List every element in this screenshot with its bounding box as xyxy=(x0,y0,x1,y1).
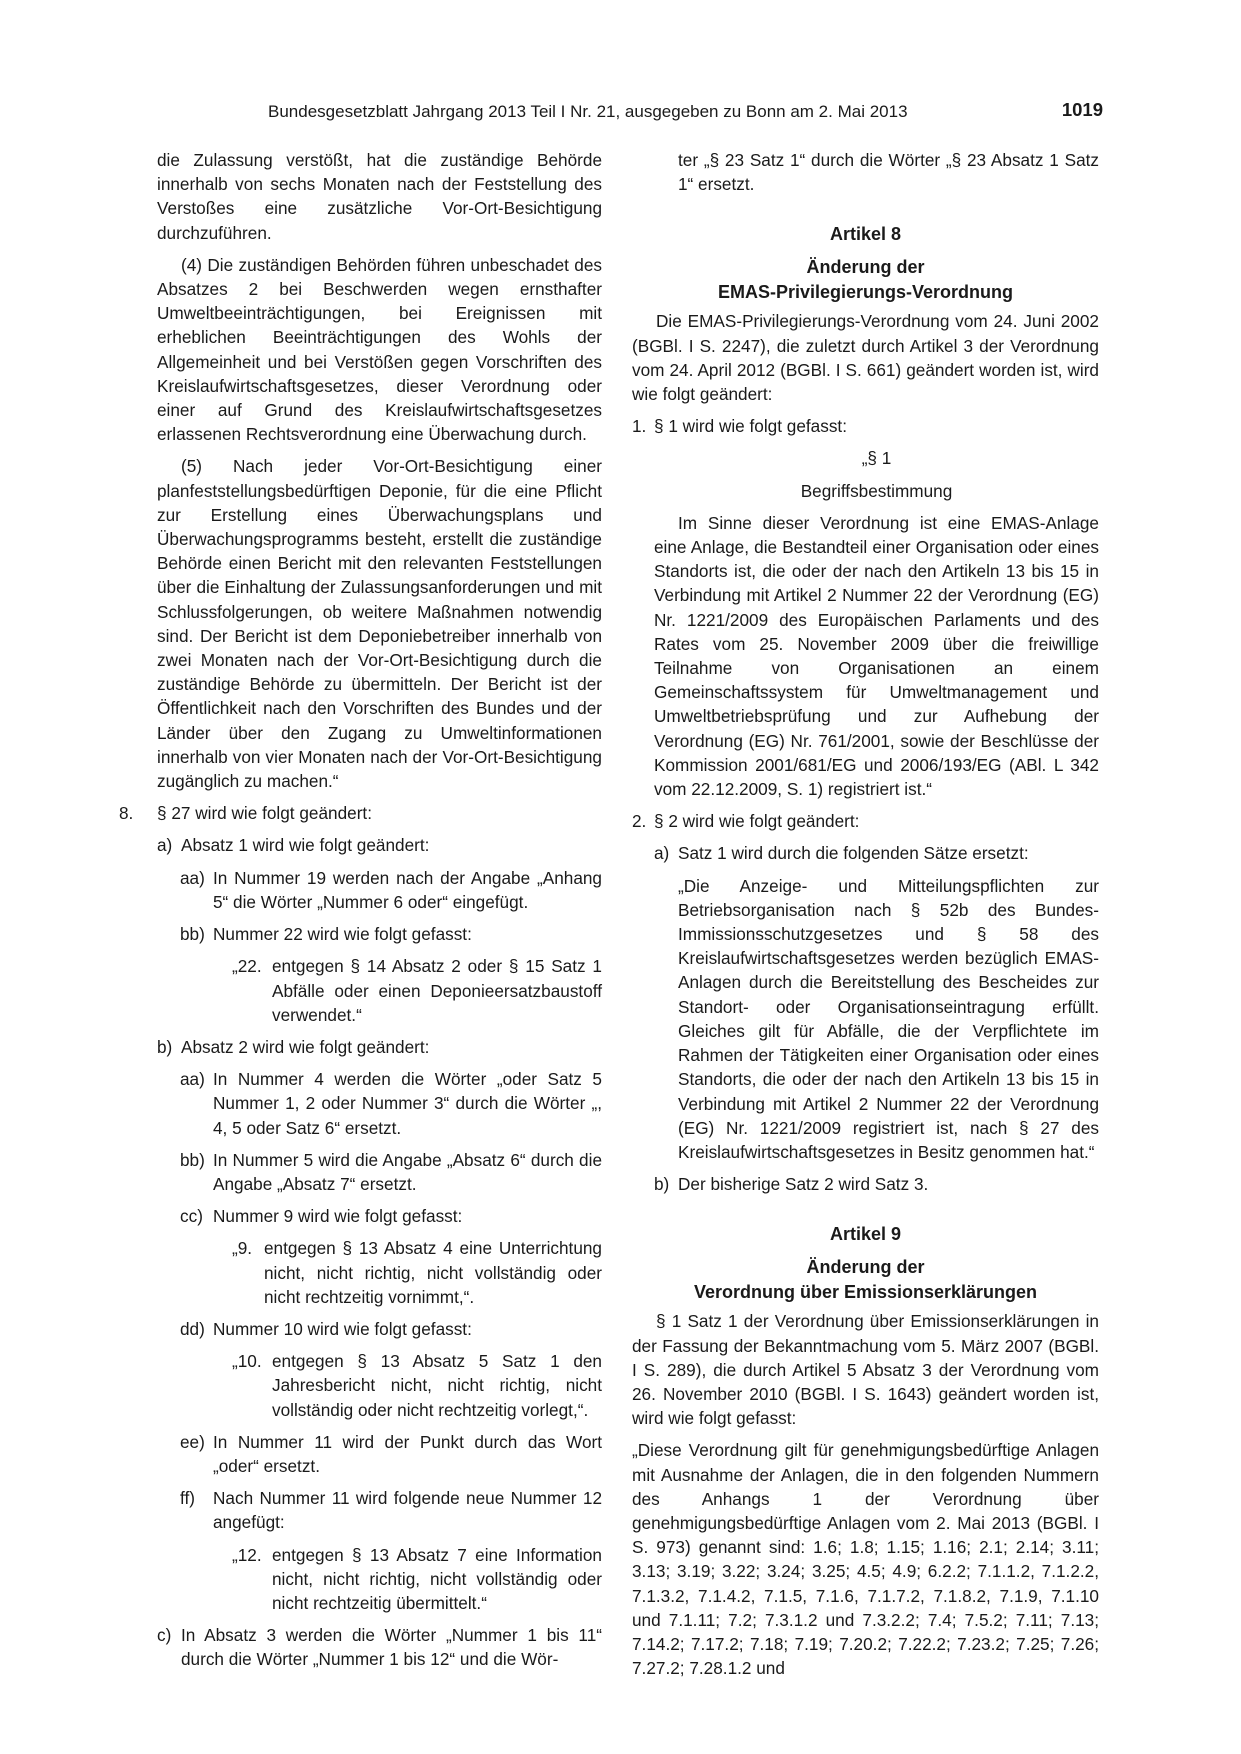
page-number: 1019 xyxy=(1061,99,1103,120)
paragraph-5: (5) Nach jeder Vor-Ort-Besichtigung einer planfeststellungsbedürftigen Deponie, für die eine Pflicht zur Erstellung eines Überwachungsplans und Überwachungsprogramms besteht, erstellt die zuständige Behörde einen Bericht mit den relevanten Feststellungen über die Einhaltung der Zulassungsanforderungen und mit Schlussfolgerungen, ob weitere Maßnahmen notwendig sind. Der Bericht ist dem Deponiebetreiber innerhalb von zwei Monaten nach der Vor-Ort-Besichtigung durch die zuständige Behörde zu übermitteln. Der Bericht ist der Öffentlichkeit nach den Vorschriften des Bundes und der Länder über den Zugang zu Umweltinformationen innerhalb von vier Monaten nach der Vor-Ort-Besichtigung zugänglich zu machen.“ xyxy=(157,456,602,792)
section-sign: „§ 1 xyxy=(861,448,892,469)
list-item-a xyxy=(157,833,602,857)
list-marker: „22. xyxy=(232,956,262,977)
list-item-text: Absatz 1 wird wie folgt geändert: xyxy=(181,835,430,856)
list-item-text: § 2 wird wie folgt geändert: xyxy=(654,811,860,832)
list-item-bb xyxy=(157,922,602,946)
running-header: Bundesgesetzblatt Jahrgang 2013 Teil I Nr. 21, ausgegeben zu Bonn am 2. Mai 2013 xyxy=(268,102,908,121)
list-item-text: Satz 1 wird durch die folgenden Sätze ersetzt: xyxy=(678,843,1029,864)
list-marker: „10. xyxy=(232,1351,262,1372)
list-item-b xyxy=(157,1035,602,1059)
list-item-text: Der bisherige Satz 2 wird Satz 3. xyxy=(678,1174,929,1195)
article-9-title-line-1: Änderung der xyxy=(806,1257,925,1278)
list-item-aa xyxy=(157,866,602,914)
article-9-quote: „Diese Verordnung gilt für genehmigungsbedürftige Anlagen mit Ausnahme der Anlagen, die in den folgenden Nummern des Anhangs 1 der Verordnung über genehmigungsbedürftige Anlagen vom 2. Mai 2013 (BGBl. I S. 973) genannt sind: 1.6; 1.8; 1.15; 1.16; 2.1; 2.14; 3.11; 3.13; 3.19; 3.22; 3.24; 3.25; 4.5; 4.9; 6.2.2; 7.1.1.2, 7.1.2.2, 7.1.3.2, 7.1.4.2, 7.1.5, 7.1.6, 7.1.7.2, 7.1.8.2, 7.1.9, 7.1.10 und 7.1.11; 7.2; 7.3.1.2 und 7.3.2.2; 7.4; 7.5.2; 7.11; 7.13; 7.14.2; 7.17.2; 7.18; 7.19; 7.20.2; 7.22.2; 7.23.2; 7.25; 7.26; 7.27.2; 7.28.1.2 und xyxy=(632,1440,1099,1679)
list-marker: ee) xyxy=(180,1431,205,1452)
list-marker: 8. xyxy=(119,803,134,824)
list-item-b-dd xyxy=(157,1317,602,1341)
list-marker: a) xyxy=(157,835,173,856)
quoted-number-12 xyxy=(157,1543,602,1616)
list-marker: c) xyxy=(157,1625,172,1646)
list-marker: 2. xyxy=(632,811,647,832)
list-item-b-ff xyxy=(157,1486,602,1534)
list-marker: aa) xyxy=(180,867,205,888)
list-marker: „12. xyxy=(232,1544,262,1565)
list-item-text: entgegen § 13 Absatz 7 eine Information nicht, nicht richtig, nicht vollständig oder nicht rechtzeitig übermittelt.“ xyxy=(272,1544,602,1613)
list-item-text: Nummer 22 wird wie folgt gefasst: xyxy=(213,924,472,945)
list-marker: aa) xyxy=(180,1069,205,1090)
article-9-heading: Artikel 9 xyxy=(829,1224,902,1245)
item-continuation: ter „§ 23 Satz 1“ durch die Wörter „§ 23 Absatz 1 Satz 1“ ersetzt. xyxy=(678,150,1099,195)
list-item-b-ee xyxy=(157,1430,602,1478)
right-column xyxy=(632,148,1099,1680)
paragraph-continuation: die Zulassung verstößt, hat die zuständige Behörde innerhalb von sechs Monaten nach der Feststellung des Verstoßes eine zusätzliche Vor-Ort-Besichtigung durchzuführen. xyxy=(157,150,602,243)
quoted-number-22 xyxy=(157,954,602,1027)
list-item-1 xyxy=(632,414,1099,438)
list-item-8 xyxy=(119,801,602,825)
article-8-heading: Artikel 8 xyxy=(829,224,902,245)
list-marker: dd) xyxy=(180,1318,205,1339)
section-text: Im Sinne dieser Verordnung ist eine EMAS-Anlage eine Anlage, die Bestandteil einer Organisation oder eines Standorts ist, die oder der nach den Artikeln 13 bis 15 in Verbindung mit Artikel 2 Nummer 22 der Verordnung (EG) Nr. 1221/2009 des Europäischen Parlaments und des Rates vom 25. November 2009 über die freiwillige Teilnahme von Organisationen an einem Gemeinschaftssystem für Umweltmanagement und Umweltbetriebsprüfung und zur Aufhebung der Verordnung (EG) Nr. 761/2001, sowie der Beschlüsse der Kommission 2001/681/EG und 2006/193/EG (ABl. L 342 vom 22.12.2009, S. 1) registriert ist.“ xyxy=(654,512,1099,800)
list-item-text: In Nummer 19 werden nach der Angabe „Anhang 5“ die Wörter „Nummer 6 oder“ eingefügt. xyxy=(213,867,602,912)
list-marker: 1. xyxy=(632,416,647,437)
list-item-text: In Absatz 3 werden die Wörter „Nummer 1 bis 11“ durch die Wörter „Nummer 1 bis 12“ und die Wör- xyxy=(181,1625,602,1670)
list-item-text: entgegen § 14 Absatz 2 oder § 15 Satz 1 Abfälle oder einen Deponieersatzbaustoff verwendet.“ xyxy=(272,956,602,1025)
list-marker: b) xyxy=(157,1036,173,1057)
article-8-intro: Die EMAS-Privilegierungs-Verordnung vom 24. Juni 2002 (BGBl. I S. 2247), die zuletzt durch Artikel 3 der Verordnung vom 24. April 2012 (BGBl. I S. 661) geändert worden ist, wird wie folgt geändert: xyxy=(632,311,1099,405)
list-item-2a-quote: „Die Anzeige- und Mitteilungspflichten zur Betriebsorganisation nach § 52b des Bundes-Immissionsschutzgesetzes und § 58 des Kreislaufwirtschaftsgesetzes werden bezüglich EMAS-Anlagen durch die Bereitstellung des Bescheides zur Standort- oder Organisationseintragung erfüllt. Gleiches gilt für Abfälle, die der Verpflichtete im Rahmen der Tätigkeiten einer Organisation oder eines Standorts, die oder der nach den Artikeln 13 bis 15 in Verbindung mit Artikel 2 Nummer 22 der Verordnung (EG) Nr. 1221/2009 registriert ist, nach § 27 des Kreislaufwirtschaftsgesetzes in Besitz genommen hat.“ xyxy=(678,875,1099,1162)
article-8-title-line-2: EMAS-Privilegierungs-Verordnung xyxy=(717,282,1014,303)
list-marker: bb) xyxy=(180,924,205,945)
article-9-intro: § 1 Satz 1 der Verordnung über Emissionserklärungen in der Fassung der Bekanntmachung vom 5. März 2007 (BGBl. I S. 289), die durch Artikel 5 Absatz 3 der Verordnung vom 26. November 2010 (BGBl. I S. 1643) geändert worden ist, wird wie folgt gefasst: xyxy=(632,1311,1099,1429)
list-item-text: entgegen § 13 Absatz 4 eine Unterrichtung nicht, nicht richtig, nicht vollständig oder nicht rechtzeitig vornimmt,“. xyxy=(264,1238,602,1307)
page-header xyxy=(0,100,1241,126)
list-item-text: Nummer 9 wird wie folgt gefasst: xyxy=(213,1206,463,1227)
list-item-2 xyxy=(632,809,1099,833)
section-title: Begriffsbestimmung xyxy=(800,480,953,501)
list-item-text: In Nummer 11 wird der Punkt durch das Wort „oder“ ersetzt. xyxy=(213,1431,602,1476)
list-item-text: § 1 wird wie folgt gefasst: xyxy=(654,416,847,437)
list-item-2b xyxy=(632,1172,1099,1196)
list-item-text: § 27 wird wie folgt geändert: xyxy=(157,803,372,824)
list-item-b-aa xyxy=(157,1067,602,1140)
list-item-text: entgegen § 13 Absatz 5 Satz 1 den Jahresbericht nicht, nicht richtig, nicht vollständig oder nicht rechtzeitig vorlegt,“. xyxy=(272,1351,602,1420)
list-marker: bb) xyxy=(180,1149,205,1170)
list-item-c xyxy=(157,1623,602,1671)
list-item-text: Nach Nummer 11 wird folgende neue Nummer 12 angefügt: xyxy=(213,1488,602,1533)
list-item-text: Nummer 10 wird wie folgt gefasst: xyxy=(213,1318,472,1339)
list-item-2a xyxy=(632,841,1099,865)
list-marker: „9. xyxy=(232,1238,253,1259)
article-9-title-line-2: Verordnung über Emissionserklärungen xyxy=(693,1282,1038,1303)
list-item-text: Absatz 2 wird wie folgt geändert: xyxy=(181,1036,430,1057)
list-marker: ff) xyxy=(180,1488,195,1509)
quoted-number-10 xyxy=(157,1349,602,1422)
article-8-title-line-1: Änderung der xyxy=(806,257,925,278)
list-item-text: In Nummer 4 werden die Wörter „oder Satz 5 Nummer 1, 2 oder Nummer 3“ durch die Wörter „, 4, 5 oder Satz 6“ ersetzt. xyxy=(213,1069,602,1138)
list-marker: cc) xyxy=(180,1206,203,1227)
list-marker: b) xyxy=(654,1174,670,1195)
quoted-number-9 xyxy=(157,1236,602,1309)
list-item-b-bb xyxy=(157,1148,602,1196)
list-item-b-cc xyxy=(157,1204,602,1228)
list-marker: a) xyxy=(654,843,670,864)
list-item-text: In Nummer 5 wird die Angabe „Absatz 6“ durch die Angabe „Absatz 7“ ersetzt. xyxy=(213,1149,602,1194)
left-column xyxy=(119,148,602,1672)
paragraph-4: (4) Die zuständigen Behörden führen unbeschadet des Absatzes 2 bei Beschwerden wegen ernsthafter Umweltbeeinträchtigungen, bei Ereignissen mit erheblichen Beeinträchtigungen des Wohls der Allgemeinheit und bei Verstößen gegen Vorschriften des Kreislaufwirtschaftsgesetzes, dieser Verordnung oder einer auf Grund des Kreislaufwirtschaftsgesetzes erlassenen Rechtsverordnung eine Überwachung durch. xyxy=(157,254,602,445)
